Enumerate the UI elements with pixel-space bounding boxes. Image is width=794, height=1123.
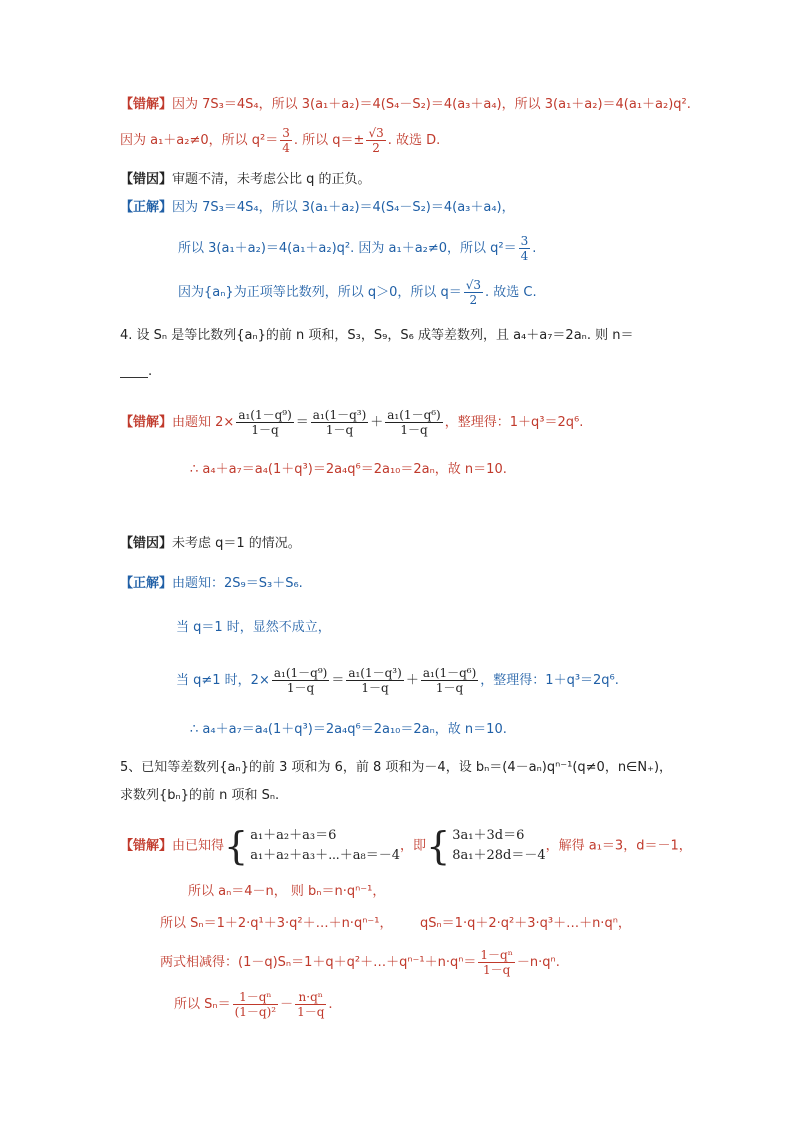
fraction-denominator: 4: [520, 249, 529, 263]
q5-fraction-2: [233, 990, 279, 1019]
s3-wrong-text-2b: . 所以 q＝±: [293, 133, 365, 148]
equals-sign: ＝: [295, 415, 309, 430]
q4-right-line-1: [120, 574, 303, 594]
s3-right-line-2: [178, 234, 536, 263]
q4-right-fraction-6: [421, 666, 478, 695]
q5-wrong-line-1: [120, 826, 692, 866]
q5-text-3a: 所以 Sₙ＝1＋2·q¹＋3·q²＋…＋n·qⁿ⁻¹，: [160, 916, 393, 931]
q4-right-fraction-3: [346, 666, 403, 695]
q4-right-line-2: [176, 618, 331, 638]
fraction-numerator: √3: [465, 278, 482, 292]
fraction-numerator: 1－qⁿ: [480, 948, 513, 962]
answer-blank: [120, 365, 148, 378]
fraction-denominator: 1－q: [361, 681, 389, 695]
q5-wrong-text-a: 由已知得: [172, 838, 225, 854]
q5-text-3b: qSₙ＝1·q＋2·q²＋3·q³＋…＋n·qⁿ，: [420, 916, 631, 931]
tag-error-reason: 【错因】: [120, 172, 173, 187]
tag-error-reason: 【错因】: [120, 536, 173, 551]
q5-stem-line-1: [120, 758, 672, 778]
fraction-denominator: 1－q: [297, 1005, 325, 1019]
minus-sign: －: [280, 997, 294, 1012]
q4-right-fraction-9: [272, 666, 329, 695]
fraction-numerator: a₁(1－q⁶): [422, 666, 477, 680]
s3-right-fraction: [519, 234, 531, 263]
s3-reason-line: [120, 170, 371, 190]
q5-line-2: [188, 882, 385, 902]
q4-right-line-4: [190, 720, 507, 740]
s3-right-line-1: [120, 198, 515, 218]
q5-text-5b: .: [328, 997, 333, 1012]
fraction-numerator: a₁(1－q⁶): [387, 408, 441, 422]
fraction-denominator: 2: [469, 293, 478, 307]
q5-text-4b: －n·qⁿ.: [516, 955, 560, 970]
q4-wrong-text-2: ∴ a₄＋a₇＝a₄(1＋q³)＝2a₄q⁶＝2a₁₀＝2aₙ，故 n＝10.: [190, 462, 507, 477]
s3-right-text-3b: . 故选 C.: [485, 285, 537, 300]
q5-wrong-text-c: ，解得 a₁＝3，d＝－1，: [545, 838, 692, 854]
left-brace: {: [224, 824, 249, 868]
fraction-numerator: √3: [368, 126, 384, 140]
tag-wrong-solution: 【错解】: [120, 415, 173, 430]
s3-right-text-2b: .: [532, 241, 537, 256]
system-row: 8a₁＋28d＝－4: [452, 848, 546, 863]
q5-fraction-3: [295, 990, 326, 1019]
q4-wrong-text-b: ，整理得：1＋q³＝2q⁶.: [444, 415, 584, 430]
q4-stem-text: 4. 设 Sₙ 是等比数列{aₙ}的前 n 项和，S₃，S₉，S₆ 成等差数列，且 a₄＋a₇＝2aₙ. 则 n＝: [120, 328, 634, 343]
q4-stem-line-1: [120, 326, 634, 346]
s3-right-root-fraction: [464, 278, 483, 307]
system-row: 3a₁＋3d＝6: [452, 828, 525, 843]
q5-stem-text-1: 5、已知等差数列{aₙ}的前 3 项和为 6，前 8 项和为－4，设 bₙ＝(4－aₙ)qⁿ⁻¹(q≠0，n∈N₊)，: [120, 760, 673, 775]
fraction-denominator: 1－q: [286, 681, 315, 695]
q4-stem-line-2: [120, 362, 152, 382]
s3-right-line-3: [178, 278, 537, 307]
q4-wrong-fraction-9: [236, 408, 293, 437]
q4-stem-end: .: [148, 364, 153, 379]
plus-sign: ＋: [405, 673, 419, 688]
s3-reason-text: 审题不清，未考虑公比 q 的正负。: [172, 172, 371, 187]
fraction-denominator: 2: [372, 141, 380, 155]
q4-right-text-3a: 当 q≠1 时，2×: [176, 673, 270, 688]
s3-right-text-3a: 因为{aₙ}为正项等比数列，所以 q＞0，所以 q＝: [178, 285, 462, 300]
fraction-numerator: a₁(1－q⁹): [238, 408, 292, 422]
q5-stem-text-2: 求数列{bₙ}的前 n 项和 Sₙ.: [120, 788, 280, 803]
q4-wrong-line-2: [190, 460, 507, 480]
q5-system-1: [250, 826, 400, 866]
fraction-numerator: 3: [282, 126, 290, 140]
q4-wrong-line-1: [120, 408, 583, 437]
q5-text-5a: 所以 Sₙ＝: [174, 997, 231, 1012]
q5-wrong-text-b: ，即: [400, 838, 427, 854]
s3-right-text-1: 因为 7S₃＝4S₄，所以 3(a₁＋a₂)＝4(S₄－S₂)＝4(a₃＋a₄)，: [172, 200, 515, 215]
q4-wrong-text-a: 由题知 2×: [172, 415, 235, 430]
fraction-numerator: n·qⁿ: [295, 990, 326, 1005]
plus-sign: ＋: [370, 415, 384, 430]
system-row: a₁＋a₂＋a₃＝6: [250, 828, 337, 843]
tag-correct-solution: 【正解】: [120, 576, 173, 591]
tag-wrong-solution: 【错解】: [120, 97, 173, 112]
q4-wrong-fraction-6: [385, 408, 442, 437]
s3-wrong-text-2a: 因为 a₁＋a₂≠0，所以 q²＝: [120, 133, 279, 148]
s3-wrong-text-1: 因为 7S₃＝4S₄，所以 3(a₁＋a₂)＝4(S₄－S₂)＝4(a₃＋a₄)，所以 3(a₁＋a₂)＝4(a₁＋a₂)q².: [172, 97, 691, 112]
q4-right-text-2: 当 q＝1 时，显然不成立，: [176, 620, 331, 635]
q4-reason-text: 未考虑 q＝1 的情况。: [172, 536, 301, 551]
fraction-numerator: a₁(1－q³): [312, 408, 367, 422]
equals-sign: ＝: [331, 673, 345, 688]
fraction-denominator: 1－q: [251, 423, 279, 437]
fraction-denominator: 1－q: [483, 963, 511, 977]
q5-text-4a: 两式相减得：(1－q)Sₙ＝1＋q＋q²＋…＋qⁿ⁻¹＋n·qⁿ＝: [160, 955, 477, 970]
fraction-denominator: (1－q)²: [234, 1005, 277, 1019]
q4-reason-line: [120, 534, 301, 554]
s3-right-text-2a: 所以 3(a₁＋a₂)＝4(a₁＋a₂)q². 因为 a₁＋a₂≠0，所以 q²＝: [178, 241, 517, 256]
q4-right-line-3: [176, 666, 619, 695]
fraction-denominator: 1－q: [325, 423, 354, 437]
left-brace: {: [426, 824, 451, 868]
s3-wrong-fraction: [280, 126, 292, 155]
s3-wrong-line-1: [120, 95, 691, 115]
q5-line-3b: [420, 914, 631, 934]
fraction-numerator: 3: [520, 234, 529, 248]
q5-fraction-1: [478, 948, 515, 977]
tag-correct-solution: 【正解】: [120, 200, 173, 215]
fraction-numerator: a₁(1－q³): [348, 666, 402, 680]
q5-stem-line-2: [120, 786, 279, 806]
q5-line-5: [174, 990, 333, 1019]
q4-right-text-3b: ，整理得：1＋q³＝2q⁶.: [480, 673, 619, 688]
fraction-denominator: 4: [282, 141, 290, 155]
q5-line-3: [160, 914, 392, 934]
q4-wrong-fraction-3: [311, 408, 368, 437]
system-row: a₁＋a₂＋a₃＋⋯＋a₈＝－4: [250, 848, 401, 863]
fraction-denominator: 1－q: [400, 423, 428, 437]
q5-text-2: 所以 aₙ＝4－n， 则 bₙ＝n·qⁿ⁻¹，: [188, 884, 386, 899]
q4-right-text-1: 由题知：2S₉＝S₃＋S₆.: [172, 576, 303, 591]
fraction-numerator: a₁(1－q⁹): [273, 666, 328, 680]
q4-right-text-4: ∴ a₄＋a₇＝a₄(1＋q³)＝2a₄q⁶＝2a₁₀＝2aₙ，故 n＝10.: [190, 722, 507, 737]
s3-wrong-text-2c: . 故选 D.: [387, 133, 441, 148]
q5-system-2: [452, 826, 545, 866]
fraction-numerator: 1－qⁿ: [233, 990, 279, 1005]
s3-wrong-root-fraction: [366, 126, 385, 155]
q5-line-4: [160, 948, 560, 977]
s3-wrong-line-2: [120, 126, 440, 155]
fraction-denominator: 1－q: [435, 681, 464, 695]
tag-wrong-solution: 【错解】: [120, 838, 173, 854]
